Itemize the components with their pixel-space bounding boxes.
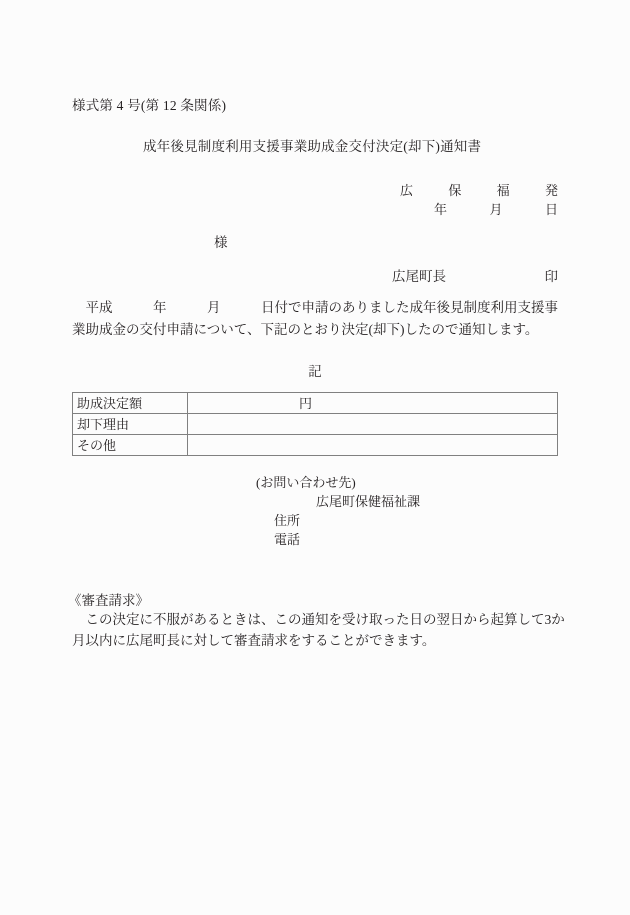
issuer-line <box>392 265 558 285</box>
contact-phone-label: 電話 <box>274 532 301 547</box>
decision-details-table <box>72 392 558 456</box>
row-label-grant-amount: 助成決定額 <box>73 393 188 414</box>
doc-number-char-1: 広 <box>400 183 414 198</box>
date-year-label: 年 <box>434 202 448 217</box>
document-date-row <box>434 199 558 218</box>
page-title: 成年後見制度利用支援事業助成金交付決定(却下)通知書 <box>143 139 482 154</box>
doc-number-char-2: 保 <box>448 183 462 198</box>
table-row <box>73 414 558 435</box>
contact-heading: (お問い合わせ先) <box>256 475 356 490</box>
table-row <box>73 435 558 456</box>
currency-unit: 円 <box>298 396 312 411</box>
ki-marker: 記 <box>308 364 322 379</box>
seal-mark: 印 <box>544 269 558 284</box>
contact-block <box>256 473 420 549</box>
row-value-rejection-reason <box>188 414 558 435</box>
row-label-rejection-reason: 却下理由 <box>73 414 188 435</box>
row-value-other <box>188 435 558 456</box>
issuer-name: 広尾町長 <box>392 269 446 284</box>
table-row <box>73 393 558 414</box>
doc-number-char-4: 発 <box>544 183 558 198</box>
row-value-grant-amount <box>188 393 558 414</box>
doc-number-char-3: 福 <box>496 183 510 198</box>
row-label-other: その他 <box>73 435 188 456</box>
appeal-paragraph: この決定に不服があるときは、この通知を受け取った日の翌日から起算して3か月以内に広尾町長に対して審査請求をすることができます。 <box>72 612 565 648</box>
contact-department: 広尾町保健福祉課 <box>316 494 421 509</box>
form-number: 様式第 4 号(第 12 条関係) <box>72 98 227 113</box>
body-paragraph: 平成 年 月 日付で申請のありました成年後見制度利用支援事業助成金の交付申請について、下記のとおり決定(却下)したので通知します。 <box>72 300 558 337</box>
date-day-label: 日 <box>544 202 558 217</box>
document-number-row <box>400 180 558 199</box>
contact-address-label: 住所 <box>274 513 301 528</box>
date-month-label: 月 <box>489 202 503 217</box>
appeal-heading: 《審査請求》 <box>68 593 149 608</box>
addressee-honorific: 様 <box>214 235 228 250</box>
